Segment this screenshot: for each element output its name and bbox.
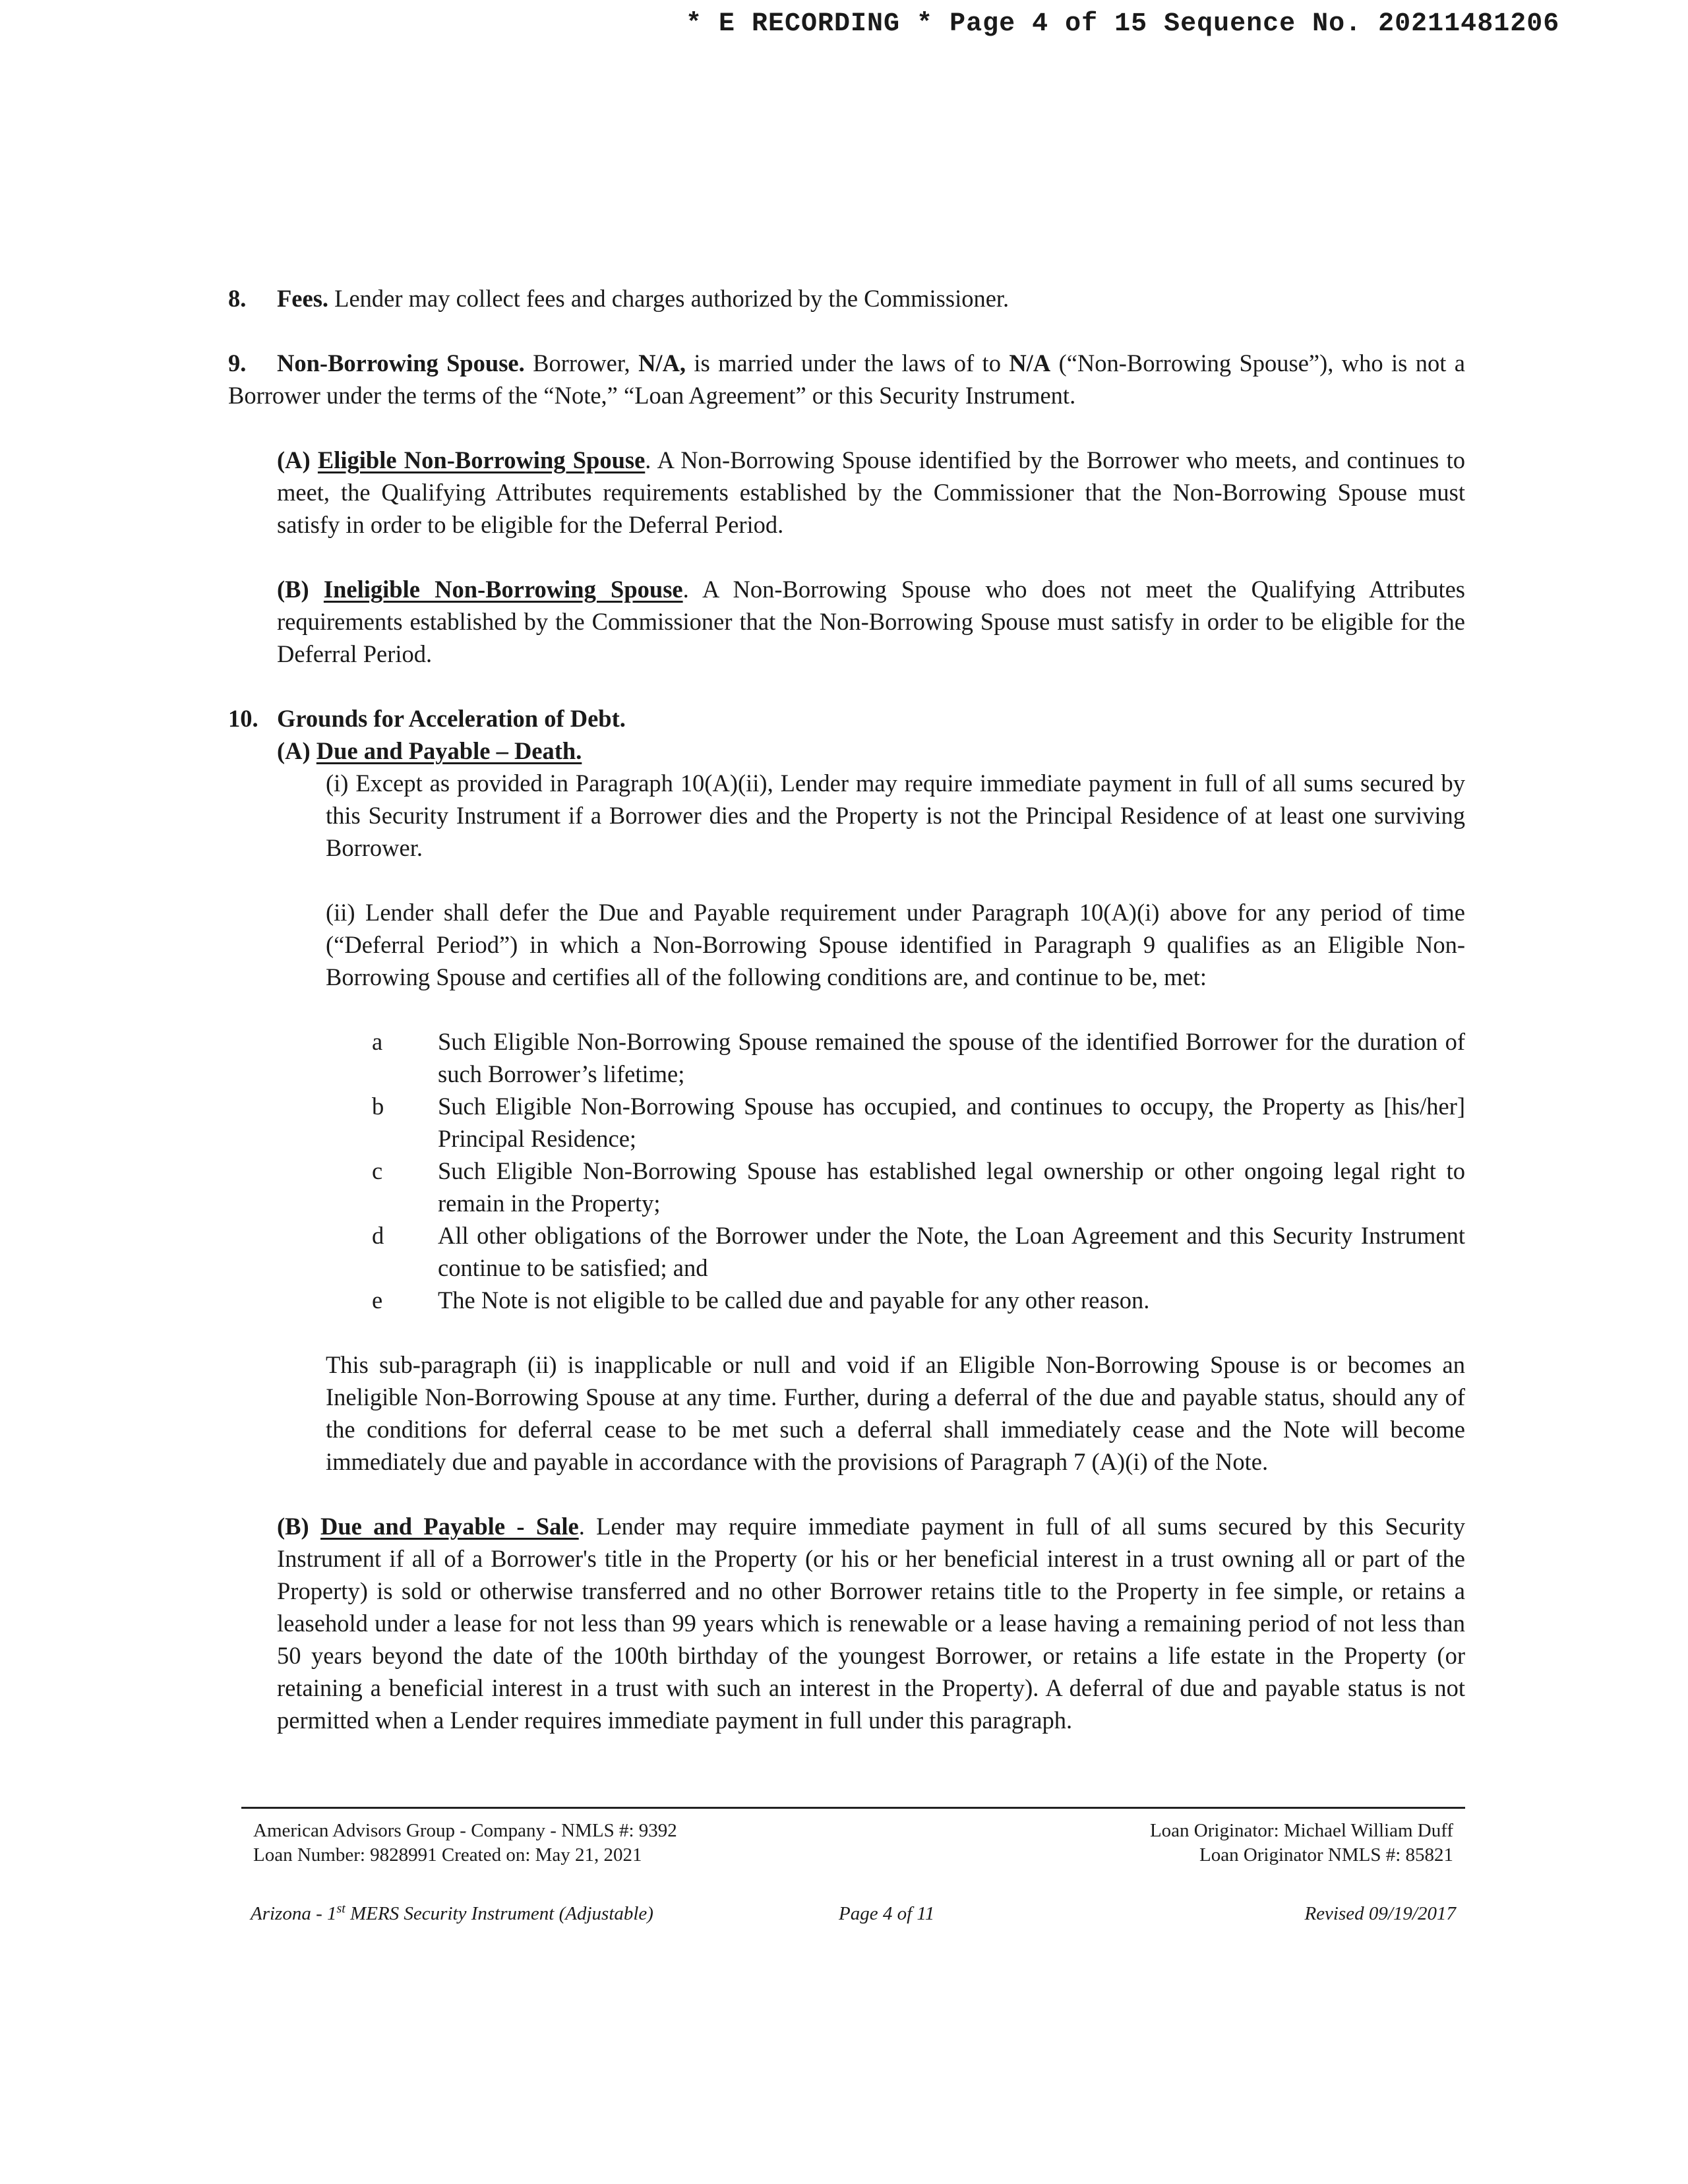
section-9-text-3: (“Non-Borrowing Spouse”), who is not a Borrower under the terms of the “Note,” “Loan Agreement” or this Security Instrument.: [228, 349, 1465, 409]
section-10-b: [277, 1510, 1465, 1736]
list-item-text: All other obligations of the Borrower under the Note, the Loan Agreement and this Security Instrument continue to be satisfied; and: [438, 1222, 1465, 1281]
section-10-a-label: (A): [277, 737, 316, 764]
list-item: [372, 1090, 1465, 1155]
section-10-a-i: (i) Except as provided in Paragraph 10(A)(ii), Lender may require immediate payment in full of all sums secured by this Security Instrument if a Borrower dies and the Property is not the Principal Residence of at least one surviving Borrower.: [326, 770, 1465, 861]
section-9-title: Non-Borrowing Spouse.: [277, 349, 525, 377]
footer-divider: [241, 1807, 1465, 1809]
list-item-letter: e: [372, 1287, 383, 1314]
section-9-a: [277, 444, 1465, 541]
section-8-title: Fees.: [277, 285, 329, 312]
section-10-number: 10.: [228, 705, 258, 732]
footer-form-title: [251, 1903, 653, 1925]
conditions-list: [372, 1025, 1465, 1316]
section-8-number: 8.: [228, 285, 247, 312]
footer-page-number: Page 4 of 11: [839, 1903, 935, 1924]
section-10-heading: [228, 702, 1465, 735]
section-10-a-heading: [277, 735, 1465, 767]
section-9-a-text: . A Non-Borrowing Spouse identified by the Borrower who meets, and continues to meet, the Qualifying Attributes requirements established by the Commissioner that the Non-Borrowing Spouse must satisfy in order to be eligible for the Deferral Period.: [277, 446, 1466, 538]
section-10-title: Grounds for Acceleration of Debt.: [277, 705, 626, 732]
footer-loan-number: Loan Number: 9828991 Created on: May 21, 2021: [253, 1844, 642, 1866]
section-10-b-text: . Lender may require immediate payment in full of all sums secured by this Security Instrument if all of a Borrower's title in the Property (or his or her beneficial interest in a trust owning all or part of the Property) is sold or otherwise transferred and no other Borrower retains title to the Property in fee simple, or retains a leasehold under a lease for not less than 99 years which is renewable or a lease having a remaining period of not less than 50 years beyond the date of the 100th birthday of the youngest Borrower, or retains a life estate in the Property (or retaining a beneficial interest in a trust with such an interest in the Property). A deferral of due and payable status is not permitted when a Lender requires immediate payment in full under this paragraph.: [277, 1513, 1465, 1734]
footer-revised: Revised 09/19/2017: [1304, 1903, 1456, 1924]
section-10-a-title: Due and Payable – Death.: [316, 737, 582, 764]
section-9-a-title: Eligible Non-Borrowing Spouse: [317, 446, 646, 473]
list-item-text: Such Eligible Non-Borrowing Spouse has established legal ownership or other ongoing legal right to remain in the Property;: [438, 1157, 1465, 1217]
section-9: [228, 347, 1465, 411]
section-10-a-ii: (ii) Lender shall defer the Due and Payable requirement under Paragraph 10(A)(i) above for any period of time (“Deferral Period”) in which a Non-Borrowing Spouse identified in Paragraph 9 qualifies as an Eligible Non-Borrowing Spouse and certifies all of the following conditions are, and continue to be, met:: [326, 899, 1465, 990]
list-item: [372, 1284, 1465, 1316]
section-9-text-1: Borrower,: [524, 349, 639, 377]
list-item-text: Such Eligible Non-Borrowing Spouse has occupied, and continues to occupy, the Property as [his/her] Principal Residence;: [438, 1093, 1465, 1152]
footer-form-prefix: Arizona - 1: [251, 1903, 337, 1924]
list-item-letter: a: [372, 1028, 383, 1055]
section-10-b-label: (B): [277, 1513, 320, 1540]
document-body: [228, 282, 1465, 1736]
footer-originator-nmls: Loan Originator NMLS #: 85821: [1199, 1844, 1453, 1866]
footer-form-suffix: MERS Security Instrument (Adjustable): [345, 1903, 653, 1924]
section-9-na-2: N/A: [1009, 349, 1051, 377]
list-item: [372, 1025, 1465, 1090]
footer-originator-info: [1150, 1819, 1453, 1867]
footer-company: American Advisors Group - Company - NMLS #: 9392: [253, 1820, 677, 1841]
list-item: [372, 1155, 1465, 1219]
list-item-text: Such Eligible Non-Borrowing Spouse remained the spouse of the identified Borrower for the duration of such Borrower’s lifetime;: [438, 1028, 1465, 1087]
section-9-b: [277, 573, 1465, 670]
section-8: [228, 282, 1465, 315]
section-8-text: Lender may collect fees and charges authorized by the Commissioner.: [328, 285, 1010, 312]
section-10-b-title: Due and Payable - Sale: [320, 1513, 579, 1540]
list-item-letter: b: [372, 1093, 384, 1120]
section-10-a-note: This sub-paragraph (ii) is inapplicable or null and void if an Eligible Non-Borrowing Spouse is or becomes an Ineligible Non-Borrowing Spouse at any time. Further, during a deferral of the due and payable status, should any of the conditions for deferral cease to be met such a deferral shall immediately cease and the Note will become immediately due and payable in accordance with the provisions of Paragraph 7 (A)(i) of the Note.: [326, 1351, 1465, 1475]
footer-form-sup: st: [336, 1901, 346, 1916]
section-9-b-title: Ineligible Non-Borrowing Spouse: [323, 576, 683, 603]
list-item-text: The Note is not eligible to be called due and payable for any other reason.: [438, 1287, 1150, 1314]
section-9-b-label: (B): [277, 576, 324, 603]
section-9-number: 9.: [228, 349, 247, 377]
section-9-b-text: . A Non-Borrowing Spouse who does not meet the Qualifying Attributes requirements established by the Commissioner that the Non-Borrowing Spouse must satisfy in order to be eligible for the Deferral Period.: [277, 576, 1465, 667]
list-item-letter: d: [372, 1222, 384, 1249]
section-9-na-1: N/A,: [638, 349, 686, 377]
footer-originator: Loan Originator: Michael William Duff: [1149, 1820, 1453, 1841]
list-item-letter: c: [372, 1157, 383, 1184]
section-9-text-2: is married under the laws of to: [686, 349, 1010, 377]
recording-header: * E RECORDING * Page 4 of 15 Sequence No. 20211481206: [686, 9, 1560, 39]
section-9-a-label: (A): [277, 446, 318, 473]
list-item: [372, 1219, 1465, 1284]
footer-lender-info: [253, 1819, 677, 1867]
